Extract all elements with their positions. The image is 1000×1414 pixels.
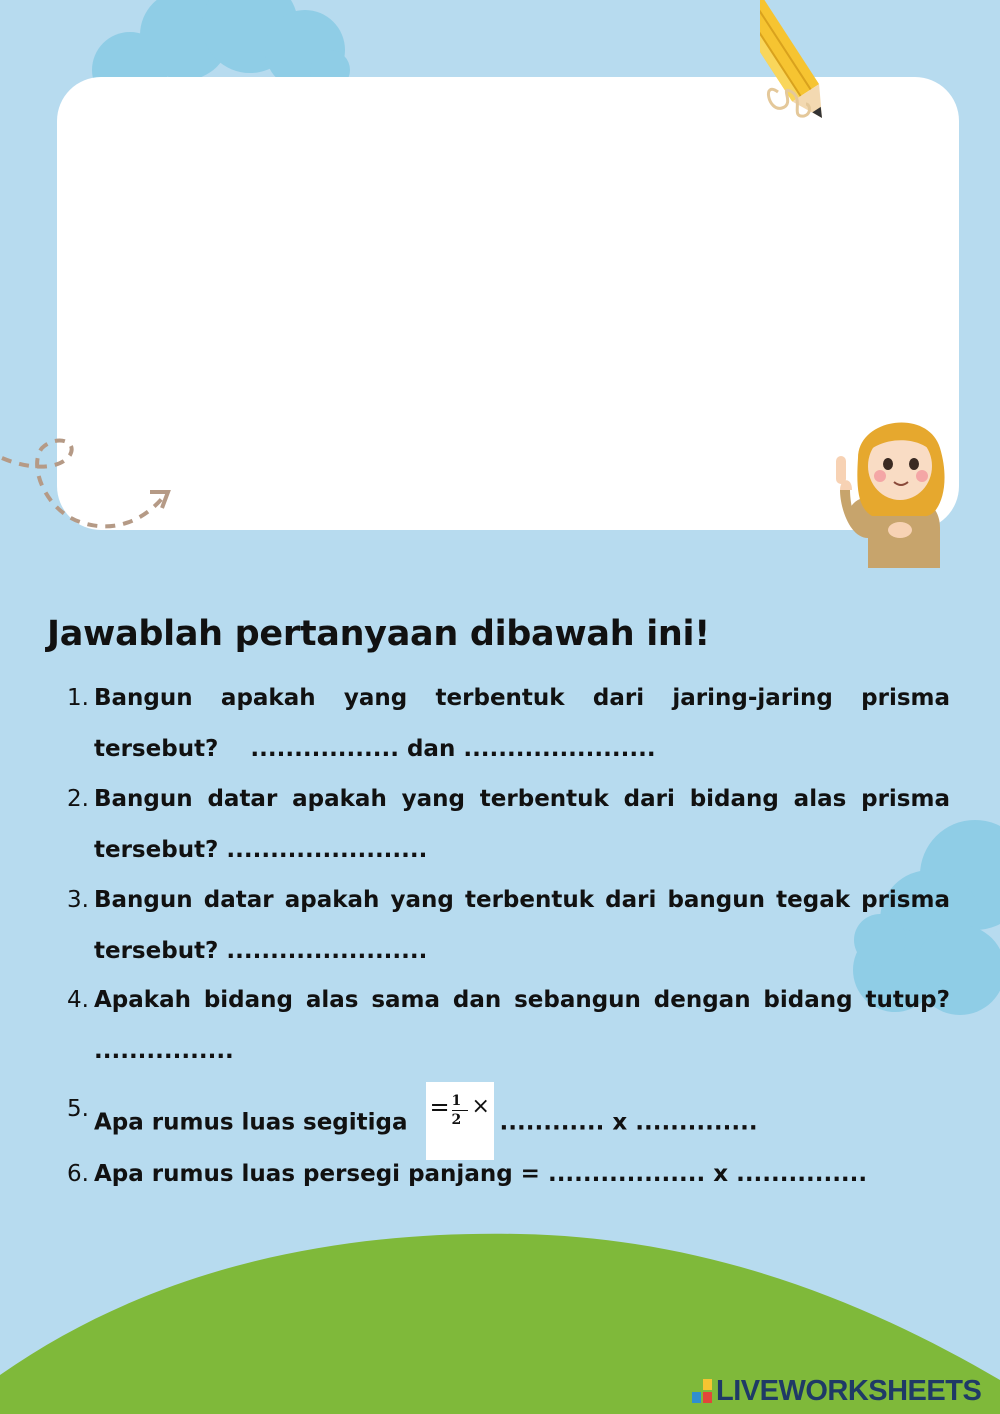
question-number: 1. [67, 685, 89, 711]
question-number: 5. [67, 1096, 89, 1122]
question-number: 2. [67, 786, 89, 812]
formula-equals: = [429, 1093, 450, 1121]
question-3 [67, 875, 950, 977]
question-text-line1: Bangun apakah yang terbentuk dari jaring-jaring prisma [94, 685, 950, 711]
teacher-character [828, 398, 956, 568]
formula-times: × [471, 1094, 490, 1119]
worksheet-title: Jawablah pertanyaan dibawah ini! [47, 614, 710, 654]
question-text-line1: Bangun datar apakah yang terbentuk dari bangun tegak prisma [94, 887, 950, 913]
question-4 [67, 975, 950, 1077]
question-text-line2: tersebut? ................. dan ...................... [94, 736, 656, 762]
question-text: Apa rumus luas segitiga [94, 1109, 408, 1136]
logo-text: LIVEWORKSHEETS [716, 1374, 982, 1407]
dashed-arrow-decoration [0, 430, 180, 540]
pencil-icon [760, 0, 910, 135]
question-number: 6. [67, 1161, 89, 1187]
question-number: 4. [67, 987, 89, 1013]
formula-fraction [452, 1093, 468, 1128]
question-text-line1: Bangun datar apakah yang terbentuk dari bidang alas prisma [94, 786, 950, 812]
logo-mark-icon [692, 1379, 712, 1403]
answer-blank: ............ x .............. [499, 1109, 758, 1136]
question-text-line2: tersebut? ....................... [94, 837, 428, 863]
fraction-denominator: 2 [451, 1112, 462, 1128]
question-text-line2: tersebut? ....................... [94, 938, 428, 964]
question-text-line2: ................ [94, 1038, 234, 1064]
question-6 [67, 1149, 950, 1200]
image-card [57, 77, 959, 530]
question-number: 3. [67, 887, 89, 913]
question-1 [67, 673, 950, 775]
question-text: Apa rumus luas persegi panjang = .................. x ............... [94, 1161, 868, 1187]
question-2 [67, 774, 950, 876]
liveworksheets-logo[interactable] [692, 1374, 981, 1408]
question-text-line1: Apakah bidang alas sama dan sebangun dengan bidang tutup? [94, 987, 950, 1013]
fraction-numerator: 1 [451, 1093, 462, 1109]
